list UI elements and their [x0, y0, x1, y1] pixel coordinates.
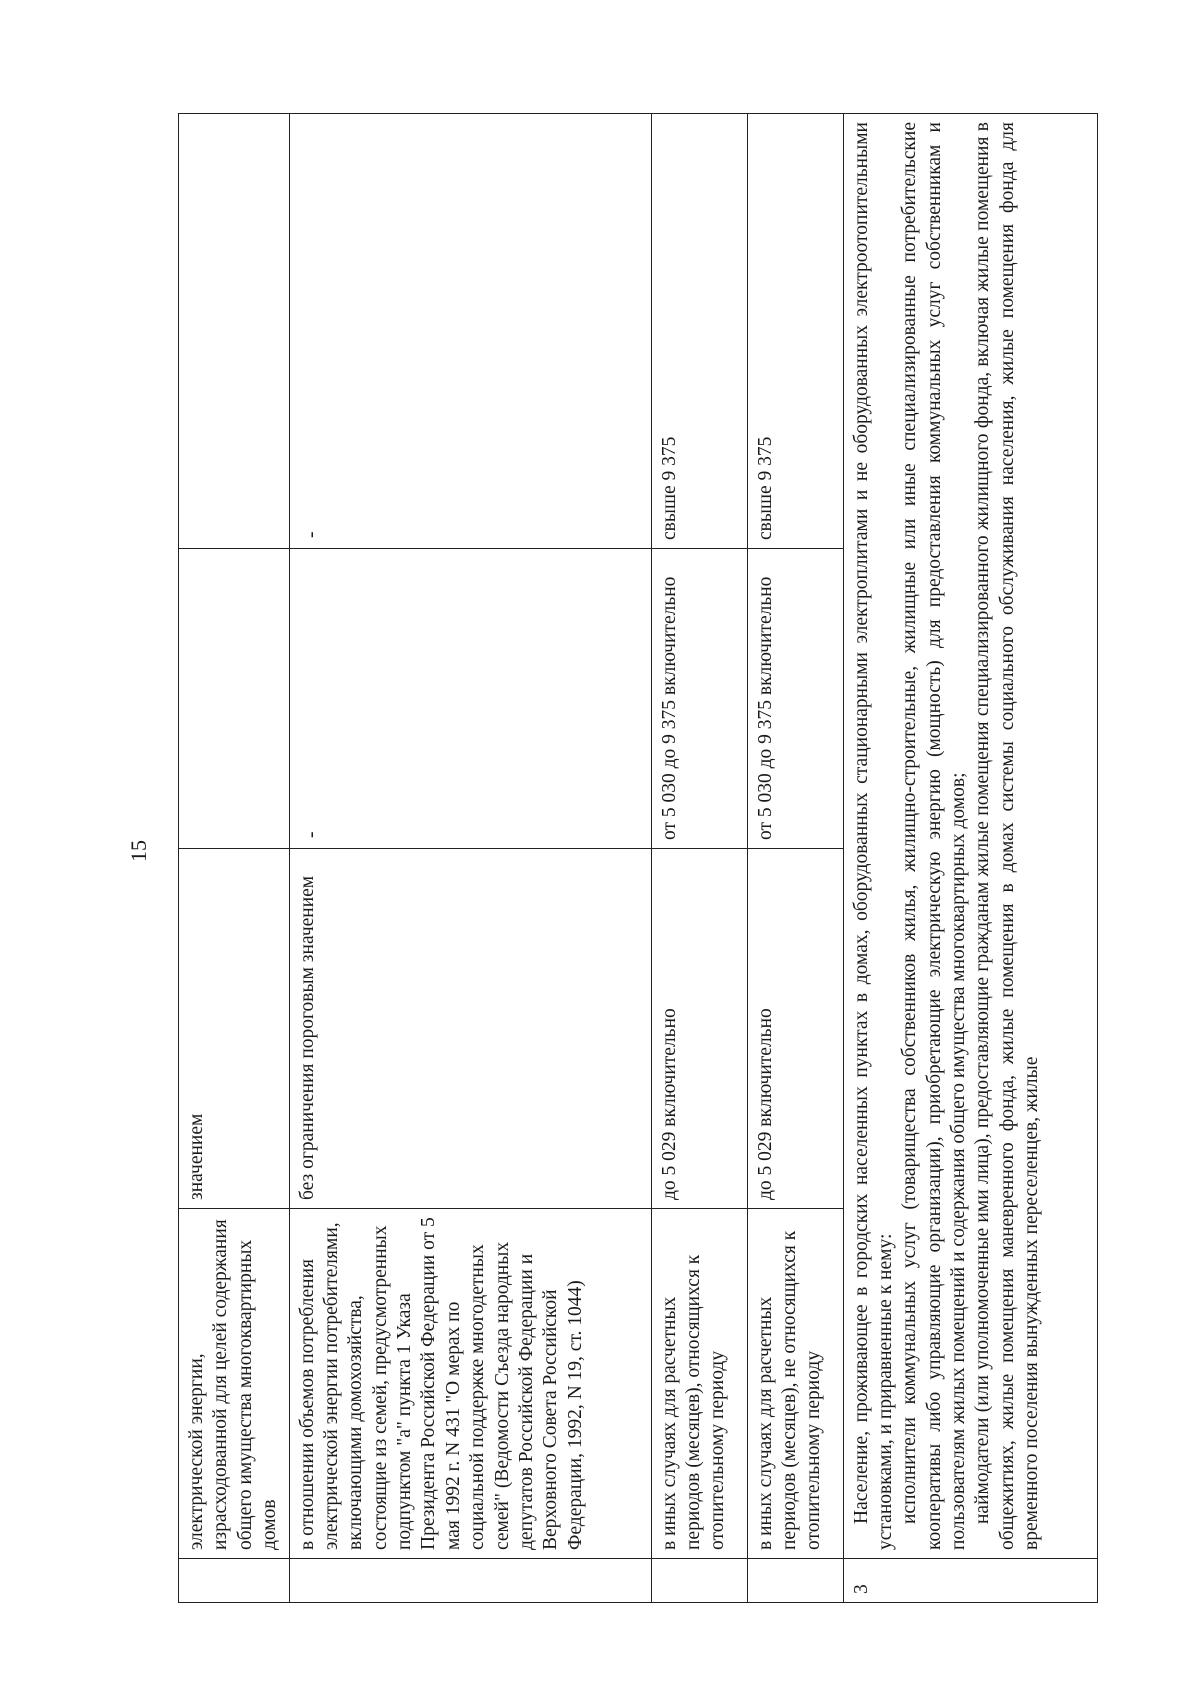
range-2-cell — [289, 549, 651, 849]
row-number-cell — [747, 1559, 843, 1603]
page-number: 15 — [126, 840, 151, 862]
note-cell — [843, 114, 1098, 1559]
description-cell: в отношении объемов потребления электрической энергии потребителями, включающими домохозяйства, состоящие из семей, предусмотренных подпунктом "а" пункта 1 Указа Президента Российской Федерации от 5 мая 1992 г. N 431 "О мерах по социальной поддержке многодетных семей" (Ведомости Съезда народных депутатов Российской Федерации и Верховного Совета Российской Федерации, 1992, N 19, ст. 1044) — [289, 1209, 651, 1559]
range-3-cell: свыше 9 375 — [651, 114, 747, 549]
range-2-cell — [179, 549, 290, 849]
rotated-document — [178, 113, 1098, 1603]
note-paragraph: наймодатели (или уполномоченные ими лица), предоставляющие гражданам жилые помещения специализированного жилищного фонда, включая жилые помещения в общежитиях, жилые помещения маневренного фонда, жилые помещения в домах системы социального обслуживания населения, жилые помещения фонда для временного поселения вынужденных переселенцев, жилые — [972, 122, 1043, 1550]
range-1-cell: значением — [179, 849, 290, 1209]
row-number-cell — [651, 1559, 747, 1603]
range-3-cell — [289, 114, 651, 549]
dash-mark: - — [300, 531, 322, 538]
note-row — [843, 114, 1098, 1603]
note-paragraph: Население, проживающее в городских населенных пунктах в домах, оборудованных стационарными электроплитами и не оборудованных электроотопительными установками, и приравненные к нему: — [850, 122, 896, 1550]
note-paragraph: исполнители коммунальных услуг (товарищества собственников жилья, жилищно-строительные, жилищные или иные специализированные потребительские кооперативы либо управляющие организации), приобретающие электрическую энергию (мощность) для предоставления коммунальных услуг собственникам и пользователям жилых помещений и содержания общего имущества многоквартирных домов; — [899, 122, 969, 1550]
table-row — [179, 114, 290, 1603]
range-1-cell: без ограничения пороговым значением — [289, 849, 651, 1209]
description-cell: в иных случаях для расчетных периодов (месяцев), не относящихся к отопительному периоду — [747, 1209, 843, 1559]
row-number-cell — [289, 1559, 651, 1603]
range-2-cell: от 5 030 до 9 375 включительно — [651, 549, 747, 849]
range-1-cell: до 5 029 включительно — [747, 849, 843, 1209]
range-1-cell: до 5 029 включительно — [651, 849, 747, 1209]
dash-mark: - — [300, 831, 322, 838]
description-cell: в иных случаях для расчетных периодов (месяцев), относящихся к отопительному периоду — [651, 1209, 747, 1559]
row-number-cell — [179, 1559, 290, 1603]
row-number-cell: 3 — [843, 1559, 1098, 1603]
tariff-table — [178, 113, 1098, 1603]
table-row — [651, 114, 747, 1603]
range-3-cell: свыше 9 375 — [747, 114, 843, 549]
range-2-cell: от 5 030 до 9 375 включительно — [747, 549, 843, 849]
range-3-cell — [179, 114, 290, 549]
description-cell: электрической энергии, израсходованной для целей содержания общего имущества многоквартирных домов — [179, 1209, 290, 1559]
table-row — [747, 114, 843, 1603]
table-row — [289, 114, 651, 1603]
